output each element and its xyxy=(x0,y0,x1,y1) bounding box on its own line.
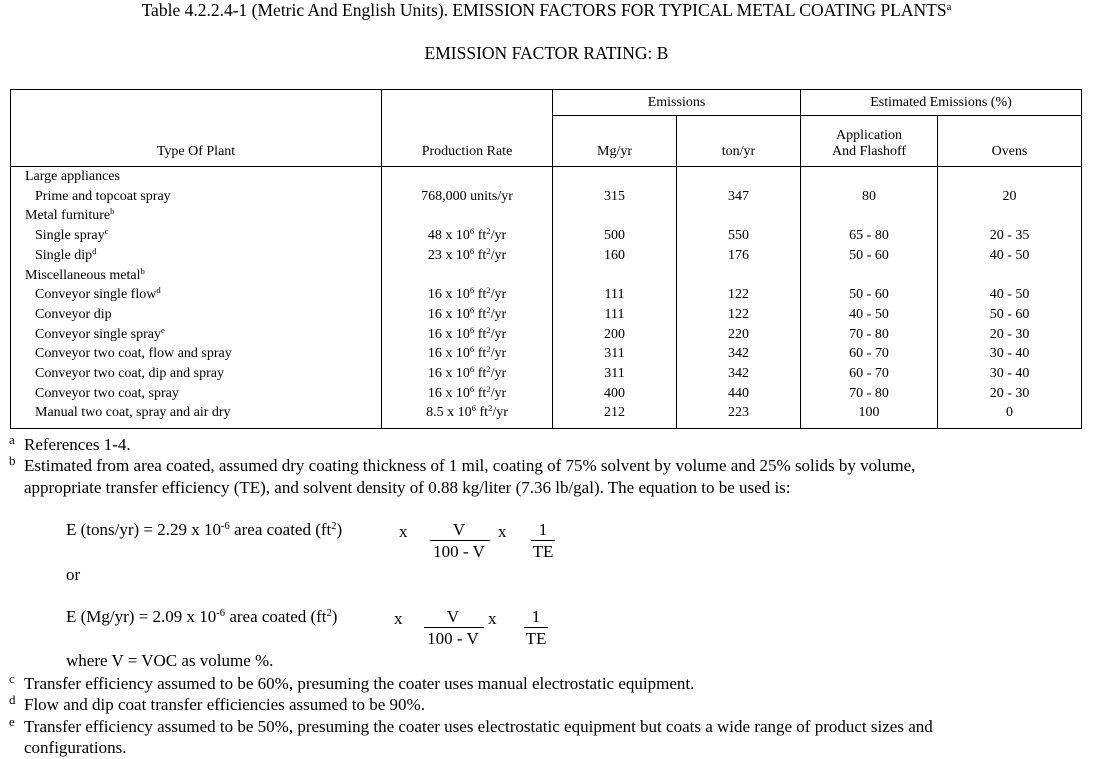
header-ton-yr: ton/yr xyxy=(677,116,801,167)
fraction-numerator: V xyxy=(452,520,466,539)
application-cell xyxy=(801,206,938,226)
production-rate-cell: 16 x $10^6$ $ft^2/yr$ xyxy=(382,364,553,384)
plant-type-cell: Conveyor single spray$^e$ xyxy=(11,325,382,345)
mg-yr-cell: 111 xyxy=(553,285,677,305)
plant-type-cell: Conveyor single flow$^d$ xyxy=(11,285,382,305)
where-text: where V = VOC as volume %. xyxy=(66,651,274,670)
ovens-cell: 30 - 40 xyxy=(938,344,1082,364)
ton-yr-cell: 122 xyxy=(677,285,801,305)
ovens-cell xyxy=(938,206,1082,226)
header-estimated-emissions: Estimated Emissions (%) xyxy=(801,90,1082,116)
header-ovens: Ovens xyxy=(938,116,1082,167)
footnote-c: Transfer efficiency assumed to be 60%, presuming the coater uses manual electrostatic equipment. xyxy=(24,674,695,693)
ton-yr-cell: 122 xyxy=(677,305,801,325)
production-rate-cell: 16 x $10^6$ $ft^2/yr$ xyxy=(382,384,553,404)
production-rate-cell: 16 x $10^6$ $ft^2/yr$ xyxy=(382,285,553,305)
footnote-b-line1: Estimated from area coated, assumed dry coating thickness of 1 mil, coating of 75% solvent by volume and 25% solids by volume, xyxy=(24,456,916,475)
ovens-cell: 40 - 50 xyxy=(938,285,1082,305)
application-cell: 65 - 80 xyxy=(801,226,938,246)
equation-mg: E (Mg/yr) = 2.09 x $10^{-6}$ area coated $(ft^2)$ xyxy=(66,607,338,626)
ovens-cell: 20 - 35 xyxy=(938,226,1082,246)
ton-yr-cell xyxy=(677,206,801,226)
ovens-cell: 40 - 50 xyxy=(938,246,1082,266)
or-text: or xyxy=(66,565,81,584)
ton-yr-cell: 440 xyxy=(677,384,801,404)
mg-yr-cell: 160 xyxy=(553,246,677,266)
ton-yr-cell: 342 xyxy=(677,364,801,384)
fraction-denominator: TE xyxy=(532,542,554,561)
table-row xyxy=(11,305,1082,325)
mg-yr-cell xyxy=(553,206,677,226)
plant-type-cell: Conveyor two coat, dip and spray xyxy=(11,364,382,384)
ovens-cell: 20 - 30 xyxy=(938,384,1082,404)
plant-type-cell: Conveyor two coat, flow and spray xyxy=(11,344,382,364)
ton-yr-cell: 342 xyxy=(677,344,801,364)
category-row xyxy=(11,266,1082,286)
emission-factors-table xyxy=(10,89,1082,429)
plant-type-cell: Prime and topcoat spray xyxy=(11,187,382,207)
plant-type-cell: Manual two coat, spray and air dry xyxy=(11,403,382,429)
application-cell: 50 - 60 xyxy=(801,246,938,266)
mg-yr-cell: 311 xyxy=(553,344,677,364)
fraction-numerator: 1 xyxy=(538,520,548,539)
fraction-denominator: 100 - V xyxy=(433,542,485,561)
ton-yr-cell xyxy=(677,266,801,286)
table-title: Table 4.2.2.4-1 (Metric And English Units). EMISSION FACTORS FOR TYPICAL METAL COATING PLANTS$^a$ xyxy=(141,0,952,20)
footnote-marker: c xyxy=(9,671,15,686)
production-rate-cell: 23 x $10^6$ $ft^2/yr$ xyxy=(382,246,553,266)
fraction-bar xyxy=(430,540,490,541)
header-production-rate: Production Rate xyxy=(382,90,553,167)
plant-type-cell: Large appliances xyxy=(11,167,382,187)
table-row xyxy=(11,344,1082,364)
production-rate-cell: 48 x $10^6$ $ft^2/yr$ xyxy=(382,226,553,246)
application-cell: 60 - 70 xyxy=(801,344,938,364)
ton-yr-cell: 550 xyxy=(677,226,801,246)
equation-tons: E (tons/yr) = 2.29 x $10^{-6}$ area coated $(ft^2)$ xyxy=(66,520,343,539)
ton-yr-cell: 176 xyxy=(677,246,801,266)
application-cell: 100 xyxy=(801,403,938,429)
production-rate-cell: 16 x $10^6$ $ft^2/yr$ xyxy=(382,344,553,364)
ovens-cell: 20 - 30 xyxy=(938,325,1082,345)
table-row xyxy=(11,187,1082,207)
plant-type-cell: Miscellaneous metal$^b$ xyxy=(11,266,382,286)
header-mg-yr: Mg/yr xyxy=(553,116,677,167)
production-rate-cell: 16 x $10^6$ $ft^2/yr$ xyxy=(382,305,553,325)
ovens-cell: 50 - 60 xyxy=(938,305,1082,325)
footnote-e-line1: Transfer efficiency assumed to be 50%, presuming the coater uses electrostatic equipment but coats a wide range of product sizes and xyxy=(24,717,933,736)
application-cell xyxy=(801,266,938,286)
ton-yr-cell: 347 xyxy=(677,187,801,207)
application-cell: 70 - 80 xyxy=(801,325,938,345)
table-row xyxy=(11,364,1082,384)
table-row xyxy=(11,285,1082,305)
mg-yr-cell: 111 xyxy=(553,305,677,325)
application-cell xyxy=(801,167,938,187)
table-row xyxy=(11,325,1082,345)
mg-yr-cell: 400 xyxy=(553,384,677,404)
fraction-bar xyxy=(524,627,548,628)
table-row xyxy=(11,226,1082,246)
production-rate-cell: 16 x $10^6$ $ft^2/yr$ xyxy=(382,325,553,345)
header-application: Application And Flashoff xyxy=(801,116,938,167)
mg-yr-cell: 500 xyxy=(553,226,677,246)
ovens-cell xyxy=(938,266,1082,286)
fraction-denominator: 100 - V xyxy=(427,629,479,648)
ovens-cell xyxy=(938,167,1082,187)
production-rate-cell xyxy=(382,266,553,286)
production-rate-cell xyxy=(382,167,553,187)
fraction-denominator: TE xyxy=(525,629,547,648)
table-row xyxy=(11,246,1082,266)
multiply-sign: x xyxy=(488,609,497,628)
production-rate-cell xyxy=(382,206,553,226)
plant-type-cell: Single spray$^c$ xyxy=(11,226,382,246)
application-cell: 40 - 50 xyxy=(801,305,938,325)
category-row xyxy=(11,206,1082,226)
mg-yr-cell: 200 xyxy=(553,325,677,345)
ovens-cell: 0 xyxy=(938,403,1082,429)
plant-type-cell: Conveyor dip xyxy=(11,305,382,325)
plant-type-cell: Metal furniture$^b$ xyxy=(11,206,382,226)
application-cell: 50 - 60 xyxy=(801,285,938,305)
mg-yr-cell: 311 xyxy=(553,364,677,384)
footnote-e-line2: configurations. xyxy=(24,738,127,757)
category-row xyxy=(11,167,1082,187)
production-rate-cell: 8.5 x $10^6$ $ft^2/yr$ xyxy=(382,403,553,429)
header-emissions: Emissions xyxy=(553,90,801,116)
application-cell: 60 - 70 xyxy=(801,364,938,384)
footnote-d: Flow and dip coat transfer efficiencies assumed to be 90%. xyxy=(24,695,425,714)
ton-yr-cell: 223 xyxy=(677,403,801,429)
footnote-marker: b xyxy=(9,453,16,468)
application-cell: 80 xyxy=(801,187,938,207)
footnote-marker: d xyxy=(9,692,16,707)
fraction-numerator: V xyxy=(446,607,460,626)
mg-yr-cell: 212 xyxy=(553,403,677,429)
fraction-numerator: 1 xyxy=(531,607,541,626)
table-row xyxy=(11,384,1082,404)
table-row xyxy=(11,403,1082,429)
production-rate-cell: 768,000 units/yr xyxy=(382,187,553,207)
plant-type-cell: Conveyor two coat, spray xyxy=(11,384,382,404)
plant-type-cell: Single dip$^d$ xyxy=(11,246,382,266)
multiply-sign: x xyxy=(394,609,403,628)
emission-factor-rating: EMISSION FACTOR RATING: B xyxy=(424,43,669,63)
multiply-sign: x xyxy=(498,522,507,541)
fraction-bar xyxy=(531,540,555,541)
multiply-sign: x xyxy=(399,522,408,541)
application-cell: 70 - 80 xyxy=(801,384,938,404)
ton-yr-cell: 220 xyxy=(677,325,801,345)
ovens-cell: 30 - 40 xyxy=(938,364,1082,384)
footnote-a: References 1-4. xyxy=(24,435,131,454)
fraction-bar xyxy=(424,627,484,628)
mg-yr-cell xyxy=(553,167,677,187)
mg-yr-cell: 315 xyxy=(553,187,677,207)
ton-yr-cell xyxy=(677,167,801,187)
footnote-marker: a xyxy=(9,432,15,447)
header-type-of-plant: Type Of Plant xyxy=(11,90,382,167)
footnote-marker: e xyxy=(9,714,15,729)
footnote-marker: a xyxy=(946,1,952,14)
ovens-cell: 20 xyxy=(938,187,1082,207)
mg-yr-cell xyxy=(553,266,677,286)
footnote-b-line2: appropriate transfer efficiency (TE), and solvent density of 0.88 kg/liter (7.36 lb/gal). The equation to be used is: xyxy=(24,478,791,497)
